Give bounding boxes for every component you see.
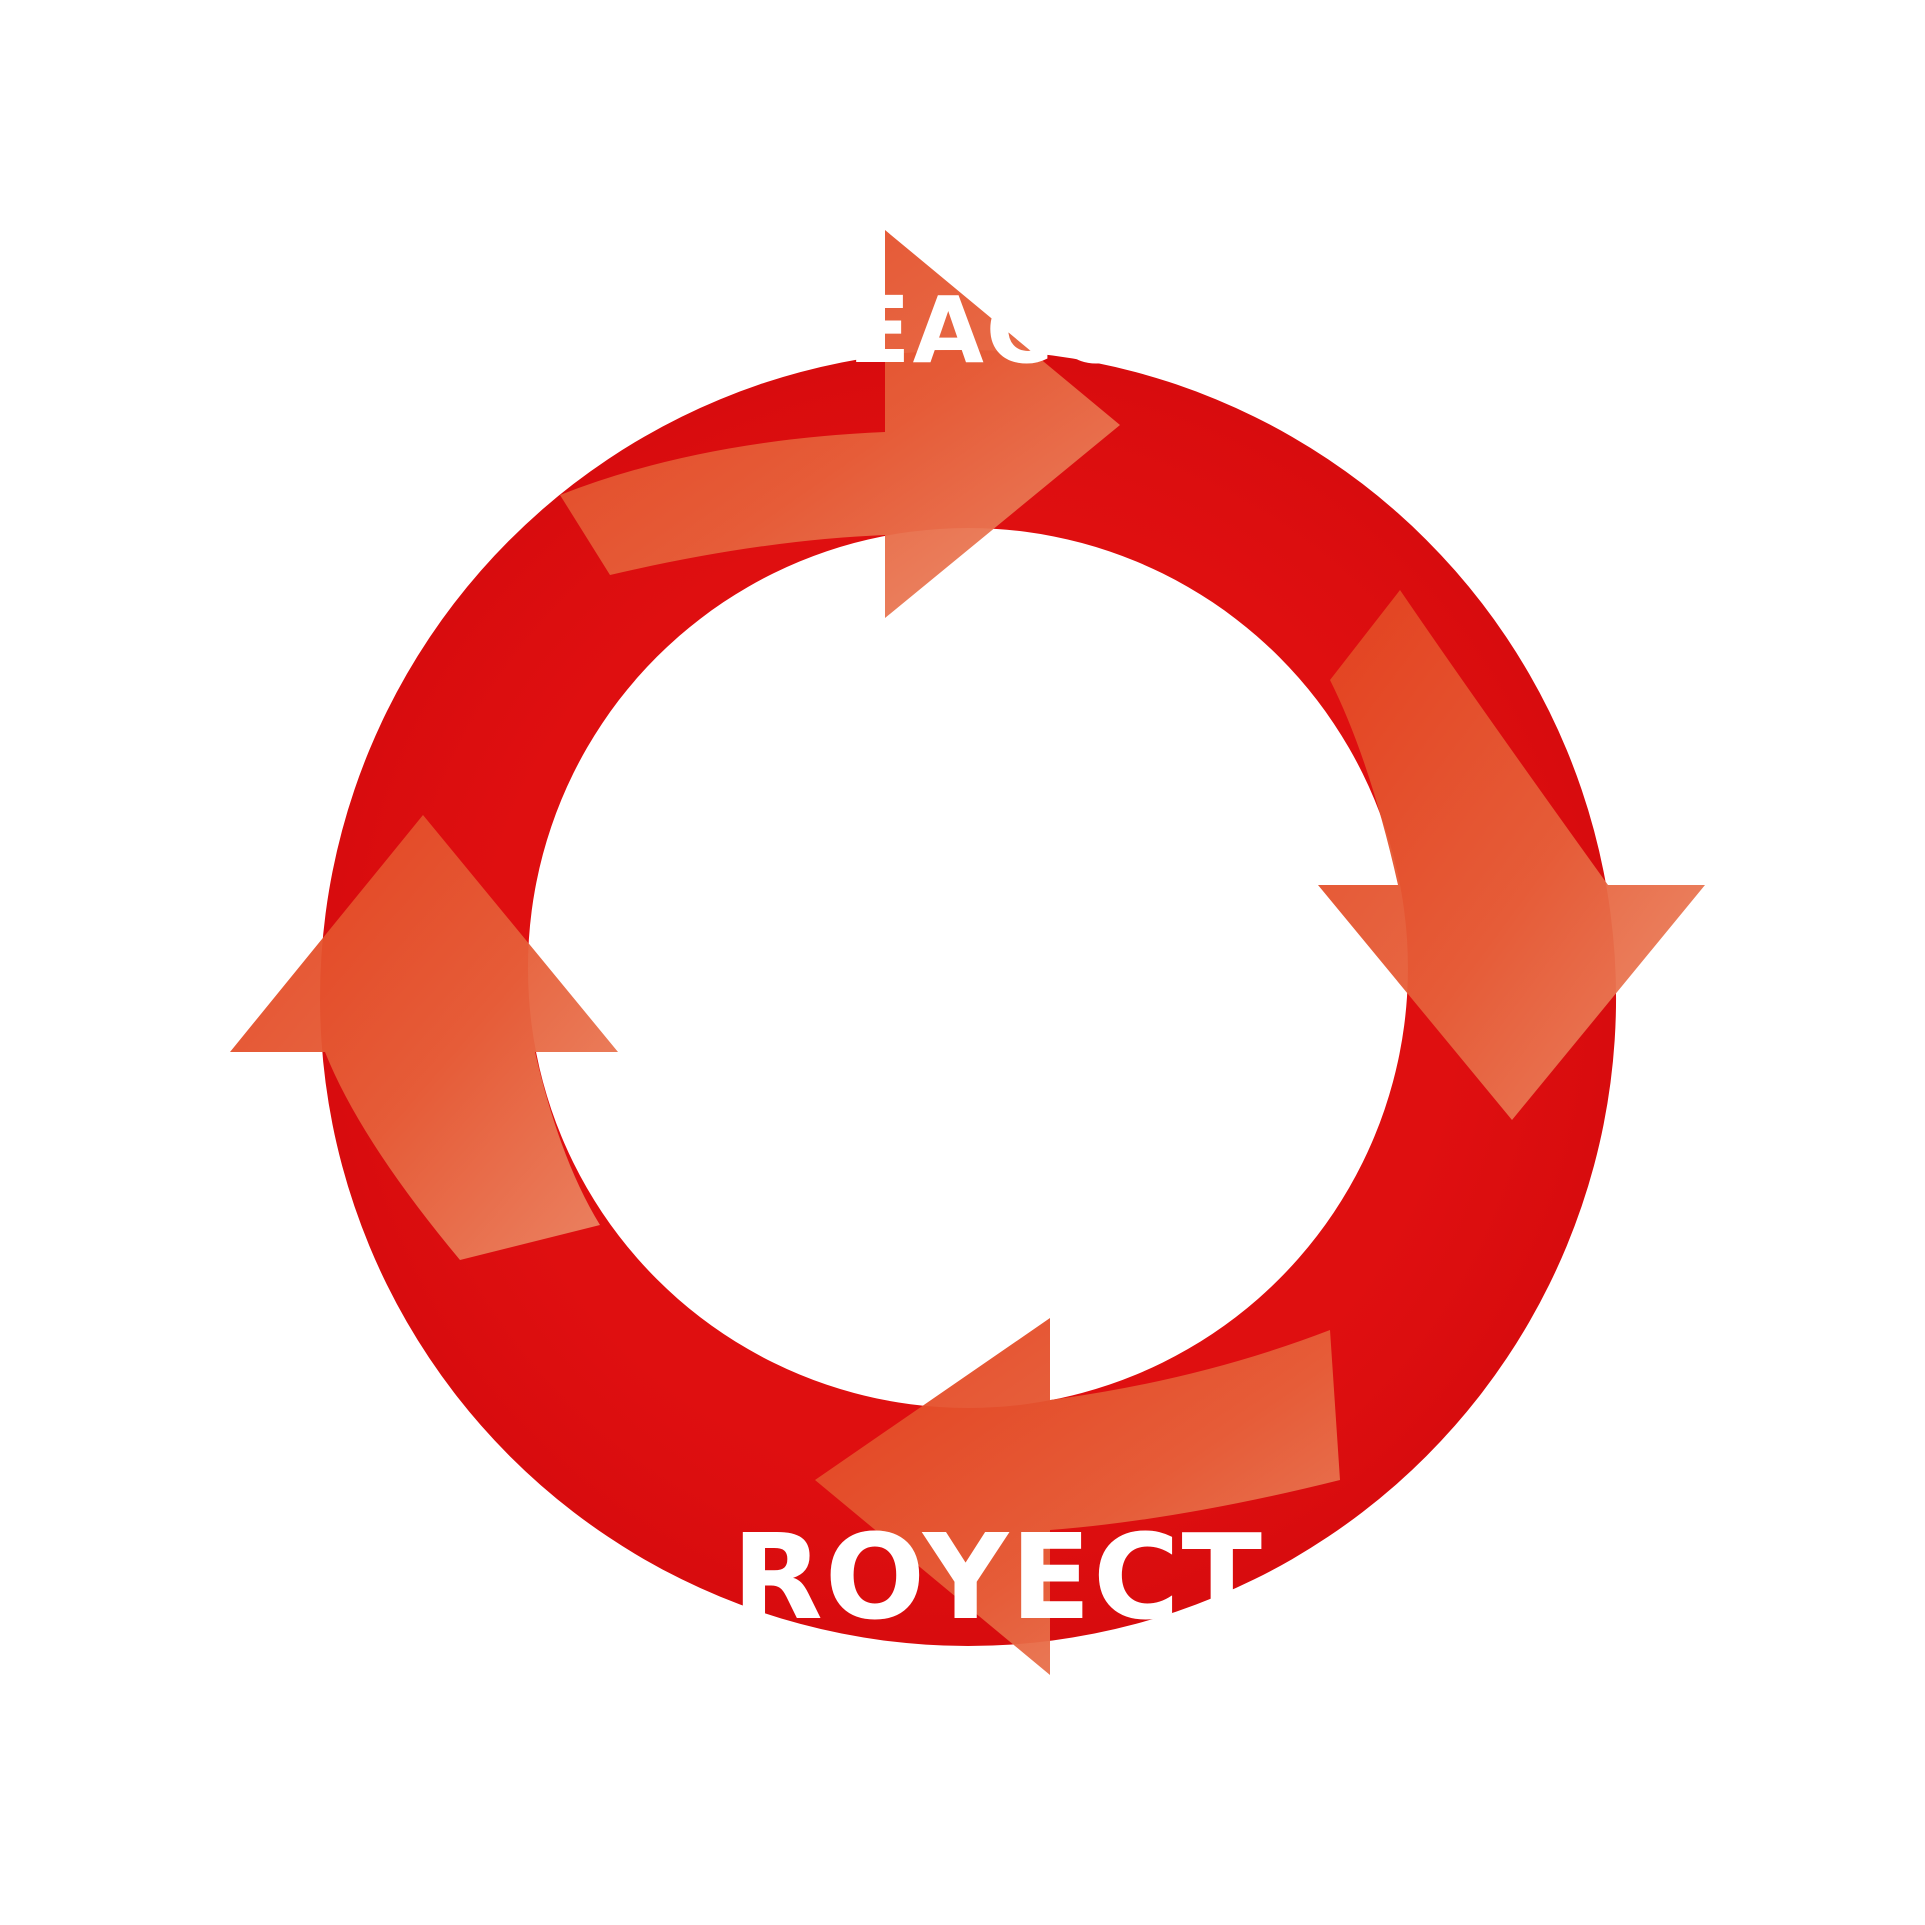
- label-bottom: ROYECT: [731, 1508, 1265, 1646]
- label-top: REACCI: [774, 277, 1162, 384]
- cycle-arrow-left: [230, 815, 618, 1260]
- label-bottom-sub: ': [1037, 1669, 1047, 1694]
